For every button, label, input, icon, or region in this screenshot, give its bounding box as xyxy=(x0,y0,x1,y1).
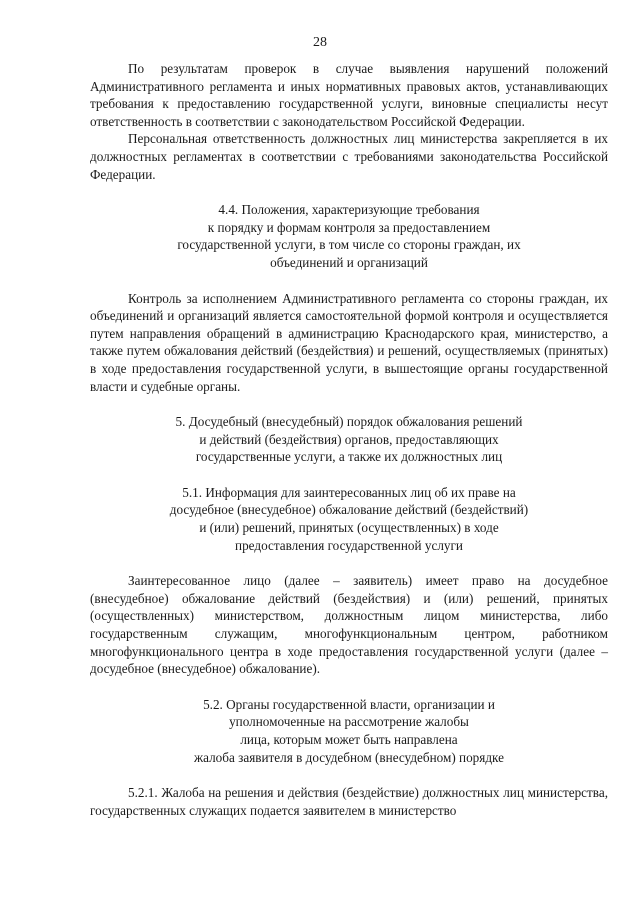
section-heading-5-2 xyxy=(90,696,608,766)
heading-line: 5.2. Органы государственной власти, организации и xyxy=(203,696,495,712)
heading-line: и действий (бездействия) органов, предоставляющих xyxy=(199,431,499,447)
section-heading-5-1 xyxy=(90,484,608,554)
paragraph-personal-responsibility: Персональная ответственность должностных лиц министерства закрепляется в их должностных регламентах в соответствии с требованиями законодательства Российской Федерации. xyxy=(90,131,608,182)
heading-line: 4.4. Положения, характеризующие требования xyxy=(218,202,480,218)
heading-line: лица, которым может быть направлена xyxy=(240,732,458,747)
section-heading-5 xyxy=(90,413,608,466)
heading-line: предоставления государственной услуги xyxy=(235,537,463,553)
heading-line: объединений и организаций xyxy=(270,254,428,270)
heading-line: к порядку и формам контроля за предоставлением xyxy=(207,219,491,235)
paragraph-right-to-appeal: Заинтересованное лицо (далее – заявитель) имеет право на досудебное (внесудебное) обжалование действий (бездействия) и (или) решений, принятых (осуществленных) министерством, должностным лицом министерства, либо государственным служащим, многофункциональным центром, работником многофункционального центра в ходе предоставления государственной услуги (далее – досудебное (внесудебное) обжалование). xyxy=(90,573,608,677)
heading-line: и (или) решений, принятых (осуществленных) в ходе xyxy=(199,520,499,536)
heading-line: 5.1. Информация для заинтересованных лиц об их праве на xyxy=(182,484,516,500)
paragraph-control-by-citizens: Контроль за исполнением Административного регламента со стороны граждан, их объединений и организаций является самостоятельной формой контроля и осуществляется путем направления обращений в администрацию Краснодарского края, министерство, а также путем обжалования действий (бездействия) и решений, осуществляемых (принятых) в ходе предоставления государственной услуги, в вышестоящие органы государственной власти и судебные органы. xyxy=(90,290,608,394)
heading-line: досудебное (внесудебное) обжалование действий (бездействий) xyxy=(169,502,529,518)
heading-line: 5. Досудебный (внесудебный) порядок обжалования решений xyxy=(175,414,523,430)
heading-line: жалоба заявителя в досудебном (внесудебном) порядке xyxy=(194,749,504,765)
paragraph-5-2-1: 5.2.1. Жалоба на решения и действия (бездействие) должностных лиц министерства, государственных служащих подается заявителем в министерство xyxy=(90,785,608,818)
section-heading-4-4 xyxy=(90,201,608,271)
paragraph-inspection-results: По результатам проверок в случае выявления нарушений положений Административного регламента и иных нормативных правовых актов, устанавливающих требования к предоставлению государственной услуги, виновные специалисты несут ответственность в соответствии с законодательством Российской Федерации. xyxy=(90,61,608,129)
page-number: 28 xyxy=(313,35,327,50)
document-body xyxy=(90,60,608,819)
heading-line: государственной услуги, в том числе со стороны граждан, их xyxy=(177,237,521,253)
heading-line: государственные услуги, а также их должностных лиц xyxy=(195,449,503,465)
heading-line: уполномоченные на рассмотрение жалобы xyxy=(229,714,469,730)
